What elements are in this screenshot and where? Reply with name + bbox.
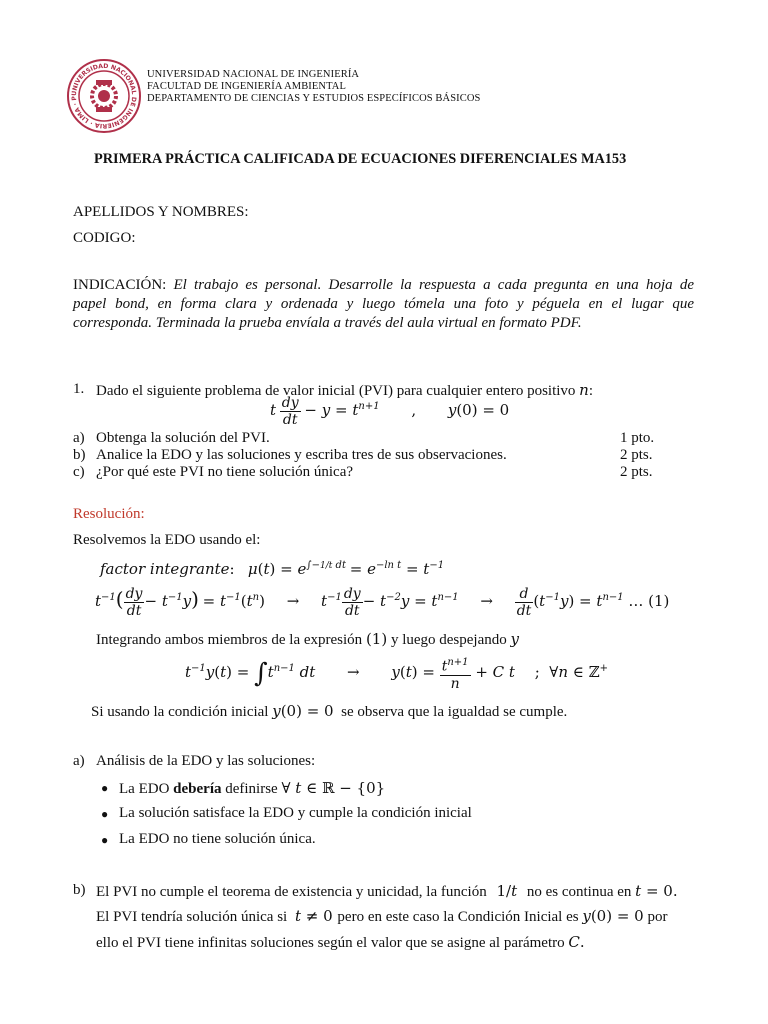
part-b-line-1b: no es continua en <box>526 884 632 900</box>
item-a-text: Obtenga la solución del PVI. <box>96 430 270 446</box>
bullet-dot-3: ● <box>101 833 109 847</box>
item-a-points: 1 pto. <box>620 430 655 446</box>
integrating-text <box>96 630 519 649</box>
svg-text:UNIVERSIDAD NACIONAL DE INGENI: UNIVERSIDAD NACIONAL DE INGENIERIA · LIMA · P <box>70 62 138 130</box>
analysis-bullet-1: La EDO debería definirse ∀ t ∈ ℝ − {0} <box>119 779 386 797</box>
exam-title: PRIMERA PRÁCTICA CALIFICADA DE ECUACIONES DIFERENCIALES MA153 <box>94 151 627 167</box>
item-b-points: 2 pts. <box>620 447 653 463</box>
problem-statement-var: n <box>579 381 589 399</box>
bullet-dot-2: ● <box>101 807 109 821</box>
part-b-line-3: ello el PVI tiene infinitas soluciones según el valor que se asigne al parámetro C. <box>96 933 585 951</box>
instructions-line-3: corresponda. Terminada la prueba envíala a través del aula virtual en formato PDF. <box>73 315 582 331</box>
solution-intro: Resolvemos la EDO usando el: <box>73 532 261 548</box>
item-b-letter: b) <box>73 447 86 463</box>
item-b-text: Analice la EDO y las soluciones y escriba tres de sus observaciones. <box>96 447 507 463</box>
item-c-points: 2 pts. <box>620 464 653 480</box>
item-a-letter: a) <box>73 430 85 446</box>
item-c-letter: c) <box>73 464 85 480</box>
factor-label: factor integrante <box>100 560 230 578</box>
header-faculty: FACULTAD DE INGENIERÍA AMBIENTAL <box>147 81 346 92</box>
integrating-factor-equation: factor integrante: $\mu(t) = e^{\int-1/t dt} = e^{-ln t} = t^{-1}$ <box>100 560 445 578</box>
part-b-line-2: El PVI tendría solución única si t ≠ 0 pero en este caso la Condición Inicial es y(0) = 0 por <box>96 907 668 925</box>
analysis-bullet-2: La solución satisface la EDO y cumple la condición inicial <box>119 805 472 821</box>
bullet-1-bold: debería <box>173 781 222 797</box>
instructions-line-2: papel bond, en forma clara y ordenada y luego tómela una foto y péguela en el lugar que <box>73 296 694 312</box>
part-b-line-3-text: ello el PVI tiene infinitas soluciones según el valor que se asigne al parámetro <box>96 935 565 951</box>
part-b-line-1: El PVI no cumple el teorema de existencia y unicidad, la función 1/t no es continua en t = 0. <box>96 882 678 900</box>
header-university: UNIVERSIDAD NACIONAL DE INGENIERÍA <box>147 69 360 80</box>
initial-text-2: se observa que la igualdad se cumple. <box>341 704 568 720</box>
multiplied-equation: $t^{-1}$( $\frac{dy}{dt}$ − $t^{-1}y) = t^{-1}(t^n) \to t^{-1}$ $\frac{dy}{dt}$ − $t^{-2}y = t^{n-1}$ → $\frac{d}{dt}$ $(t^{-1}y) = t^{n-1}$ … (1) <box>95 586 670 619</box>
university-seal <box>66 58 142 134</box>
ivp-equation: t $\frac{dy}{dt}$ − $y = t^{n+1}$ , y(0) = 0 <box>270 395 510 428</box>
integrating-var: y <box>510 630 519 648</box>
analysis-bullet-3: La EDO no tiene solución única. <box>119 831 316 847</box>
initial-text-1: Si usando la condición inicial <box>91 704 269 720</box>
bullet-dot-1: ● <box>101 781 109 795</box>
instructions-line-1 <box>73 277 694 294</box>
part-b-line-2a: El PVI tendría solución única si <box>96 909 288 925</box>
header-department: DEPARTAMENTO DE CIENCIAS Y ESTUDIOS ESPECÍFICOS BÁSICOS <box>147 93 481 104</box>
integrating-ref: (1) <box>365 630 388 648</box>
instructions-text-1: El trabajo es personal. Desarrolle la respuesta a cada pregunta en una hoja de <box>173 277 694 293</box>
problem-statement-end: : <box>588 383 594 399</box>
item-c-text: ¿Por qué este PVI no tiene solución única? <box>96 464 354 480</box>
part-b-letter: b) <box>73 882 86 898</box>
integrating-text-end: y luego despejando <box>390 632 507 648</box>
part-b-line-1a: El PVI no cumple el teorema de existencia y unicidad, la función <box>96 884 487 900</box>
code-field-label: CODIGO: <box>73 230 136 246</box>
bullet-1-pre: La EDO <box>119 781 174 797</box>
analysis-letter: a) <box>73 753 85 769</box>
names-field-label: APELLIDOS Y NOMBRES: <box>73 204 249 220</box>
part-b-line-2c: por <box>647 909 668 925</box>
part-b-line-2b: pero en este caso la Condición Inicial es <box>337 909 579 925</box>
instructions-label: INDICACIÓN: <box>73 277 167 293</box>
integrating-text-main: Integrando ambos miembros de la expresión <box>96 632 363 648</box>
integrated-solution: $t^{-1}y(t) = \int t^{n-1}$ dt → y(t) = $\frac{t^{n+1}}{n}$ + C t ; ∀n ∈ ℤ+ <box>185 657 608 692</box>
solution-heading: Resolución: <box>73 506 145 522</box>
initial-condition-text: Si usando la condición inicial y(0) = 0 se observa que la igualdad se cumple. <box>91 702 568 720</box>
analysis-heading: Análisis de la EDO y las soluciones: <box>96 753 316 769</box>
problem-statement-text: Dado el siguiente problema de valor inicial (PVI) para cualquier entero positivo <box>96 383 576 399</box>
bullet-1-post: definirse <box>221 781 282 797</box>
problem-number: 1. <box>73 381 85 397</box>
